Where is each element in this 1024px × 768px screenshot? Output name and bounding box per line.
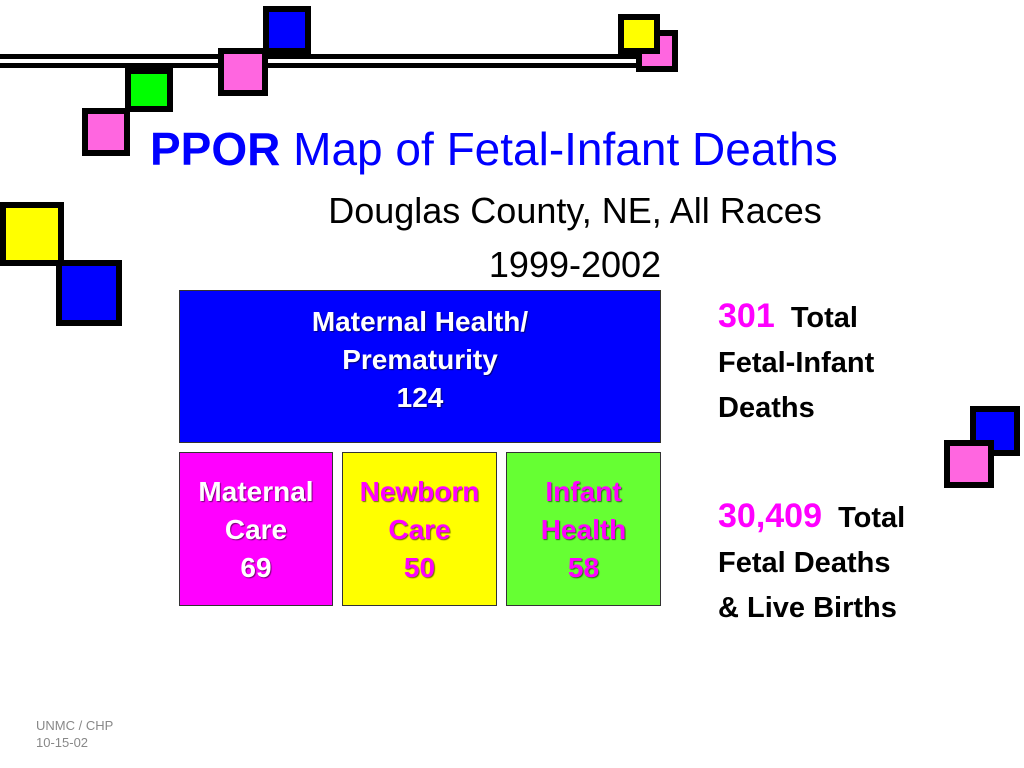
stat-total-fetal-infant-deaths — [718, 294, 874, 431]
stat-label: & Live Births — [718, 592, 897, 624]
sub-box-value: 69 — [240, 552, 272, 583]
decorative-square-pink — [944, 440, 994, 488]
footer-org: UNMC / CHP — [36, 718, 114, 733]
stat-number: 30,409 — [718, 497, 822, 535]
stat-label: Fetal Deaths — [718, 547, 891, 579]
sub-box-line1: Infant — [545, 476, 622, 507]
sub-box-line2: Health — [540, 514, 627, 545]
sub-box-value: 50 — [403, 552, 436, 583]
stat-line1 — [718, 494, 905, 541]
maternal-health-prematurity-box — [179, 290, 661, 443]
stat-number: 301 — [718, 297, 775, 335]
sub-box-line1: Newborn — [359, 476, 480, 507]
stat-label: Fetal-Infant — [718, 347, 875, 379]
decorative-square-pink — [218, 48, 268, 96]
main-box-line2: Prematurity — [342, 344, 498, 375]
newborn-care-box — [342, 452, 497, 606]
main-box-line1: Maternal Health/ — [311, 306, 529, 337]
decorative-rule-top — [0, 54, 650, 59]
footer — [36, 717, 113, 751]
stat-label: Deaths — [718, 392, 815, 424]
page-title — [150, 122, 1010, 176]
decorative-square-yellow — [618, 14, 660, 54]
main-box-value: 124 — [396, 382, 444, 413]
sub-box-value: 58 — [567, 552, 600, 583]
decorative-square-blue — [56, 260, 122, 326]
decorative-square-green — [125, 68, 173, 112]
stat-line1 — [718, 294, 874, 341]
footer-date: 10-15-02 — [36, 735, 89, 750]
sub-box-line2: Care — [224, 514, 288, 545]
title-bold: PPOR — [150, 123, 281, 175]
stat-label: Total — [838, 502, 906, 534]
stat-label: Total — [790, 302, 858, 334]
stat-total-fetal-deaths-live-births — [718, 494, 905, 631]
sub-box-line2: Care — [388, 514, 451, 545]
decorative-square-blue — [263, 6, 311, 54]
decorative-square-pink — [82, 108, 130, 156]
title-rest: Map of Fetal-Infant Deaths — [293, 123, 838, 175]
decorative-rule-bottom — [0, 63, 650, 68]
sub-box-line1: Maternal — [198, 476, 314, 507]
subtitle-years: 1999-2002 — [488, 244, 662, 285]
infant-health-box — [506, 452, 661, 606]
decorative-square-yellow — [0, 202, 64, 266]
subtitle-location: Douglas County, NE, All Races — [328, 190, 822, 231]
maternal-care-box — [179, 452, 333, 606]
